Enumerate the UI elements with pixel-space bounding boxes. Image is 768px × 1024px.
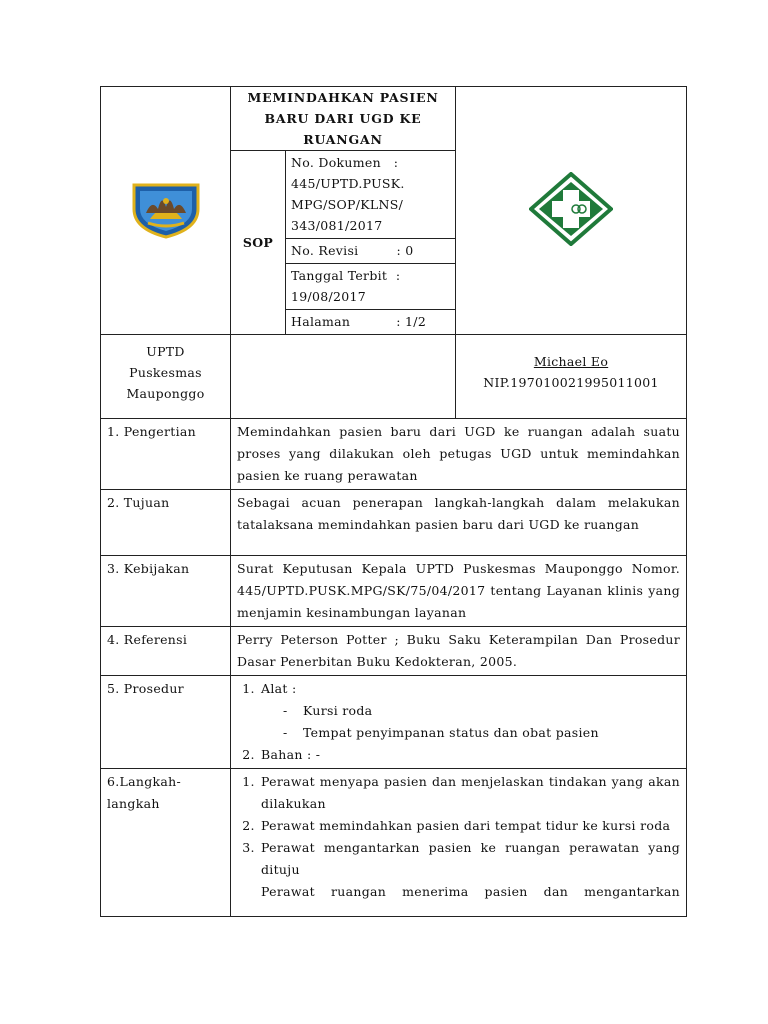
- procedure-item-materials: 2. Bahan : -: [259, 744, 680, 766]
- signature-blank-cell: [231, 335, 456, 419]
- tool-item: - Tempat penyimpanan status dan obat pasien: [281, 722, 680, 744]
- signatory-nip: NIP.197010021995011001: [483, 375, 659, 390]
- doc-number-line-3: 343/081/2017: [291, 218, 383, 233]
- procedure-item-tools-label: Alat :: [261, 681, 297, 696]
- document-info: [286, 151, 456, 335]
- revision-field: [286, 239, 455, 264]
- section-label-tujuan: 2. Tujuan: [101, 490, 231, 556]
- step-item: 2. Perawat memindahkan pasien dari tempat tidur ke kursi roda: [259, 815, 680, 837]
- document-info-table: [286, 151, 455, 334]
- issue-date-value: 19/08/2017: [291, 289, 367, 304]
- puskesmas-logo-icon: [529, 172, 613, 246]
- tools-list: [261, 700, 680, 744]
- section-text-pengertian: Memindahkan pasien baru dari UGD ke ruangan adalah suatu proses yang dilakukan oleh petugas UGD untuk memindahkan pasien ke ruang perawatan: [231, 419, 687, 490]
- tool-item: - Kursi roda: [281, 700, 680, 722]
- issue-date-label: Tanggal Terbit: [291, 268, 388, 283]
- page-label: Halaman: [291, 314, 351, 329]
- section-label-referensi: 4. Referensi: [101, 627, 231, 676]
- regency-emblem-icon: [128, 179, 204, 239]
- section-text-kebijakan: Surat Keputusan Kepala UPTD Puskesmas Mauponggo Nomor. 445/UPTD.PUSK.MPG/SK/75/04/2017 tentang Layanan klinis yang menjamin kesinambungan layanan: [231, 556, 687, 627]
- org-line-3: Mauponggo: [126, 386, 205, 401]
- section-label-pengertian: 1. Pengertian: [101, 419, 231, 490]
- steps-list: [237, 771, 680, 903]
- doc-number-sep: :: [393, 155, 399, 170]
- doc-number-label: No. Dokumen: [291, 155, 381, 170]
- section-procedure: [231, 676, 687, 769]
- procedure-item-tools: [259, 678, 680, 744]
- organization-cell: [101, 335, 231, 419]
- langkah-label-line-1: 6.Langkah-: [107, 774, 182, 789]
- title-line-1: MEMINDAHKAN PASIEN: [247, 90, 439, 105]
- signatory-name: Michael Eo: [533, 354, 609, 369]
- revision-label: No. Revisi: [291, 243, 359, 258]
- langkah-label-line-2: langkah: [107, 796, 160, 811]
- page-field: [286, 310, 455, 335]
- section-text-referensi: Perry Peterson Potter ; Buku Saku Keterampilan Dan Prosedur Dasar Penerbitan Buku Kedokteran, 2005.: [231, 627, 687, 676]
- org-line-1: UPTD: [146, 344, 185, 359]
- procedure-list: [237, 678, 680, 766]
- section-label-langkah: [101, 769, 231, 917]
- revision-value: : 0: [396, 243, 414, 258]
- section-text-tujuan: Sebagai acuan penerapan langkah-langkah dalam melakukan tatalaksana memindahkan pasien baru dari UGD ke ruangan: [231, 490, 687, 556]
- issue-date-field: [286, 264, 455, 310]
- page-value: : 1/2: [396, 314, 427, 329]
- section-label-kebijakan: 3. Kebijakan: [101, 556, 231, 627]
- section-steps: [231, 769, 687, 917]
- sop-label: SOP: [231, 151, 286, 335]
- org-line-2: Puskesmas: [129, 365, 202, 380]
- doc-number-field: [286, 151, 455, 239]
- step-item: 1. Perawat menyapa pasien dan menjelaskan tindakan yang akan dilakukan: [259, 771, 680, 815]
- doc-number-line-2: MPG/SOP/KLNS/: [291, 197, 404, 212]
- title-line-3: RUANGAN: [303, 132, 383, 147]
- sop-document: [100, 86, 686, 917]
- puskesmas-logo-cell: [456, 87, 687, 335]
- regency-emblem-cell: [101, 87, 231, 335]
- document-title: [231, 87, 456, 151]
- issue-date-sep: :: [395, 268, 401, 283]
- section-label-prosedur: 5. Prosedur: [101, 676, 231, 769]
- step-item: 4. Perawat ruangan menerima pasien dan mengantarkan: [259, 881, 680, 903]
- doc-number-line-1: 445/UPTD.PUSK.: [291, 176, 405, 191]
- title-line-2: BARU DARI UGD KE: [264, 111, 422, 126]
- signatory-cell: [456, 335, 687, 419]
- sop-table: [100, 86, 687, 917]
- step-item: 3. Perawat mengantarkan pasien ke ruangan perawatan yang dituju: [259, 837, 680, 881]
